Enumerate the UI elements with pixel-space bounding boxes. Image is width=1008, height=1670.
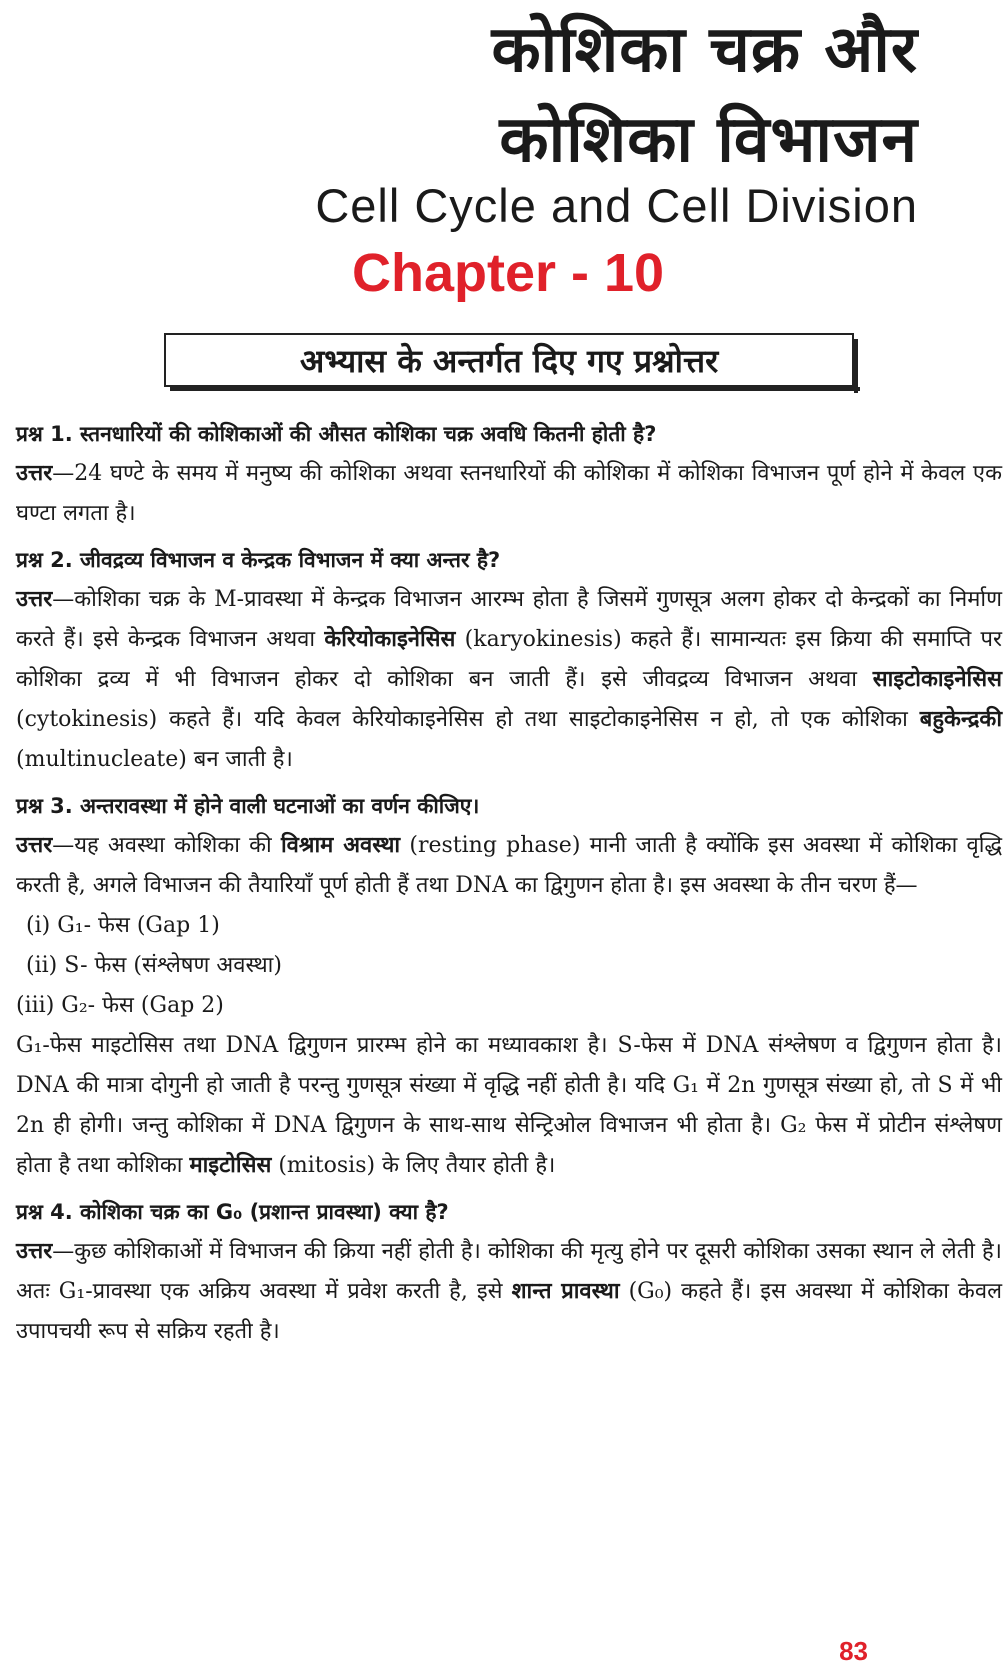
bold-term: शान्त प्रावस्था: [511, 1279, 620, 1304]
answer-text: (mitosis) के लिए तैयार होती है।: [278, 1153, 556, 1178]
answer-text: (G₀) कहते हैं। इस अवस्था में कोशिका केवल उपापचयी रूप से सक्रिय रहती है।: [16, 1279, 1002, 1344]
question-text: कोशिका चक्र का G₀ (प्रशान्त प्रावस्था) क्या है?: [80, 1200, 449, 1224]
answer-text: —24 घण्टे के समय में मनुष्य की कोशिका अथवा स्तनधारियों की कोशिका में कोशिका विभाजन पूर्ण होने में केवल एक घण्टा लगता है।: [16, 461, 1002, 526]
answer-label: उत्तर: [16, 833, 53, 858]
answer-3: [16, 826, 1002, 906]
question-3: [16, 786, 1002, 826]
qa-content: [16, 414, 1002, 1352]
answer-label: उत्तर: [16, 461, 53, 486]
answer-text: (cytokinesis) कहते हैं। यदि केवल केरियोकाइनेसिस हो तथा साइटोकाइनेसिस न हो, तो एक कोशिका: [16, 707, 908, 732]
page-number: 83: [839, 1636, 868, 1666]
question-4: [16, 1192, 1002, 1232]
section-heading: अभ्यास के अन्तर्गत दिए गए प्रश्नोत्तर: [299, 341, 719, 380]
answer-text: (multinucleate) बन जाती है।: [16, 747, 293, 772]
answer-text: —यह अवस्था कोशिका की: [52, 833, 272, 858]
answer-text: (resting phase) मानी जाती है क्योंकि इस अवस्था में कोशिका वृद्धि करती है, अगले विभाजन की तैयारियाँ पूर्ण होती हैं तथा DNA का द्विगुणन होता है। इस अवस्था के तीन चरण हैं—: [16, 833, 1003, 898]
title-hindi-line2: कोशिका विभाजन: [499, 103, 918, 177]
question-text: स्तनधारियों की कोशिकाओं की औसत कोशिका चक्र अवधि कितनी होती है?: [80, 422, 657, 446]
bold-term: बहुकेन्द्रकी: [919, 707, 1003, 732]
bold-term: माइटोसिस: [189, 1153, 272, 1178]
question-1: [16, 414, 1002, 454]
question-label: प्रश्न 3.: [16, 794, 73, 818]
answer-3-cont: [16, 1026, 1002, 1186]
title-hindi-line1: कोशिका चक्र और: [491, 13, 918, 87]
section-heading-box: [164, 333, 854, 387]
bold-term: केरियोकाइनेसिस: [324, 627, 456, 652]
answer-label: उत्तर: [16, 587, 53, 612]
chapter-number: Chapter - 10: [352, 243, 665, 303]
question-label: प्रश्न 1.: [16, 422, 73, 446]
bold-term: साइटोकाइनेसिस: [872, 667, 1002, 692]
question-label: प्रश्न 2.: [16, 548, 73, 572]
question-2: [16, 540, 1002, 580]
bold-term: विश्राम अवस्था: [280, 833, 401, 858]
list-item: (i) G₁- फेस (Gap 1): [26, 913, 220, 938]
list-item: (ii) S- फेस (संश्लेषण अवस्था): [26, 953, 282, 978]
answer-text: G₁-फेस माइटोसिस तथा DNA द्विगुणन प्रारम्भ होने का मध्यावकाश है। S-फेस में DNA संश्लेषण व द्विगुणन होता है। DNA की मात्रा दोगुनी हो जाती है परन्तु गुणसूत्र संख्या में वृद्धि नहीं होती है। यदि G₁ में 2n गुणसूत्र संख्या हो, तो S में भी 2n ही होगी। जन्तु कोशिका में DNA द्विगुणन के साथ-साथ सेन्ट्रिओल विभाजन भी होता है। G₂ फेस में प्रोटीन संश्लेषण होता है तथा कोशिका: [16, 1033, 1002, 1178]
list-item: (iii) G₂- फेस (Gap 2): [16, 993, 224, 1018]
answer-text: —कोशिका चक्र के M-प्रावस्था में केन्द्रक विभाजन आरम्भ होता है जिसमें गुणसूत्र अलग होकर दो केन्द्रकों का निर्माण करते हैं। इसे केन्द्रक विभाजन अथवा: [16, 587, 1002, 652]
answer-label: उत्तर: [16, 1239, 53, 1264]
question-label: प्रश्न 4.: [16, 1200, 73, 1224]
question-text: अन्तरावस्था में होने वाली घटनाओं का वर्णन कीजिए।: [80, 794, 480, 818]
answer-text: —कुछ कोशिकाओं में विभाजन की क्रिया नहीं होती है। कोशिका की मृत्यु होने पर दूसरी कोशिका उसका स्थान ले लेती है। अतः G₁-प्रावस्था एक अक्रिय अवस्था में प्रवेश करती है, इसे: [16, 1239, 1002, 1304]
question-text: जीवद्रव्य विभाजन व केन्द्रक विभाजन में क्या अन्तर है?: [80, 548, 501, 572]
answer-text: (karyokinesis) कहते हैं। सामान्यतः इस क्रिया की समाप्ति पर कोशिका द्रव्य में भी विभाजन होकर दो कोशिका बन जाती हैं। इसे जीवद्रव्य विभाजन अथवा: [16, 627, 1002, 692]
answer-1: [16, 454, 1002, 534]
title-english: Cell Cycle and Cell Division: [315, 179, 918, 232]
answer-4: [16, 1232, 1002, 1352]
answer-2: [16, 580, 1002, 780]
